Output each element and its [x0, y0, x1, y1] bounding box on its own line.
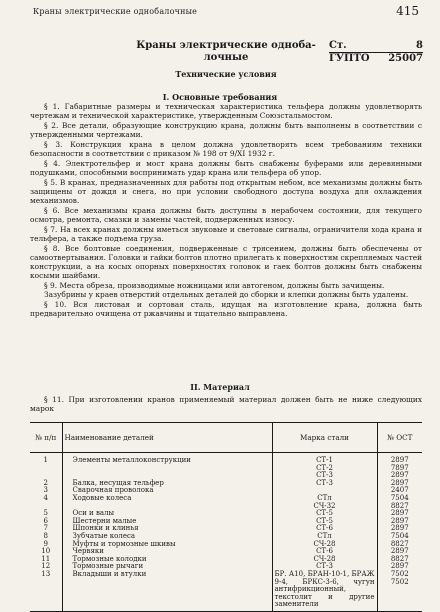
document-subtitle: Технические условия — [175, 69, 277, 79]
steel-grade-line: СТ-1 — [316, 456, 333, 464]
paragraph: § 10. Вся листовая и сортовая сталь, идущая на изготовление крана, должна быть предварительно очищена от ржавчины и тщательно выправлена. — [30, 300, 422, 319]
col-header-grade: Марка стали — [272, 423, 377, 453]
standard-org: ГУПТО — [329, 53, 370, 64]
page-number: 415 — [396, 4, 419, 18]
section-heading-requirements: I. Основные требования — [162, 92, 278, 102]
part-name-line: Шестерни малые — [72, 516, 137, 525]
steel-grade-line: СТ-3 — [316, 471, 333, 480]
steel-grade-line: СТ-6 — [316, 524, 333, 533]
part-name — [62, 453, 272, 480]
paragraph: § 4. Электротельфер и мост крана должны быть снабжены буферами или деревянными подушками, способными воспринимать удар крана или тельфера об упор. — [30, 158, 422, 177]
standard-label: Ст. — [329, 40, 347, 51]
ost-number-line: 2897 — [390, 471, 409, 480]
document-title-line2: лочные — [203, 52, 249, 63]
steel-grade-line: СТ-6 — [316, 547, 333, 556]
standard-number: 8 — [416, 40, 423, 51]
ost-number — [377, 453, 422, 480]
title-block — [133, 40, 423, 86]
part-name-line: Зубчатые колеса — [72, 531, 136, 540]
ost-number-line: 2897 — [390, 456, 409, 464]
steel-grade-line: СТ-3 — [316, 478, 333, 487]
steel-grade-line: СТ-2 — [316, 463, 333, 472]
part-name-line: Шпонки и клинья — [72, 524, 139, 533]
ost-number-line: 2897 — [390, 524, 409, 533]
part-name-line: Оси и валы — [72, 509, 115, 518]
steel-grade-line: СЧ-28 — [313, 539, 336, 548]
row-number-line: 6 — [43, 516, 48, 525]
ost-number-line: 2897 — [390, 547, 409, 556]
table-body — [30, 453, 422, 612]
steel-grade-line: СТ-5 — [316, 509, 333, 518]
ost-number-line: 8827 — [390, 554, 409, 563]
part-name-line: Ходовые колеса — [72, 493, 132, 502]
row-number-line: 4 — [43, 493, 48, 502]
col-header-name: Наименование деталей — [62, 423, 272, 453]
ost-number-line: 7502 — [390, 577, 409, 586]
paragraph: Зазубрины у краев отверстий отдельных деталей до сборки и клепки должны быть удалены. — [44, 290, 409, 300]
part-name-line: Вкладыши и втулки — [72, 569, 147, 578]
part-name-line: Балка, несущая тельфер — [72, 478, 164, 487]
paragraph: § 8. Все болтовые соединения, подверженные с трясением, должны быть обеспечены от самоотвертывания. Головки и гайки болтов плотно прилегать к поверхностям скрепляемых частей конструкции, а на косых опорных поверхностях головок и гаек болтов должны быть снабжены косыми шайбами. — [30, 243, 422, 280]
running-head — [33, 4, 419, 21]
ost-number-line: 8827 — [390, 501, 409, 510]
material-intro: § 11. При изготовлении кранов применяемый материал должен быть не ниже следующих марок — [30, 395, 422, 414]
row-number — [30, 571, 62, 611]
ost-number-line: 2897 — [390, 478, 409, 487]
part-name-line: Червяки — [72, 547, 104, 556]
steel-grade-line: СЧ-32 — [313, 501, 336, 510]
ost-number-line: 7502 — [390, 569, 409, 578]
paragraph: § 1. Габаритные размеры и техническая характеристика тельфера должны удовлетворять чертежам и технической характеристике, утвержденным Союзстальмостом. — [30, 102, 422, 121]
steel-grade — [272, 571, 377, 611]
requirements-text — [30, 102, 422, 319]
row-number-line: 13 — [41, 569, 51, 578]
paragraph: § 7. На всех кранах должны иметься звуковые и световые сигналы, ограничители хода крана и тельфера, а также подъема груза. — [30, 224, 422, 243]
steel-grade-line: СТ-5 — [316, 516, 333, 525]
ost-number-line: 7504 — [390, 493, 409, 502]
materials-table — [30, 422, 422, 612]
steel-grade-line: СТл — [317, 493, 332, 502]
steel-grade — [272, 495, 377, 510]
paragraph: § 6. Все механизмы крана должны быть доступны в нерабочем состоянии, для текущего осмотра, ремонта, смазки и замены частей, подверженных износу. — [30, 205, 422, 224]
part-name — [62, 495, 272, 510]
part-name-line: Муфты и тормозные шкивы — [72, 539, 176, 548]
steel-grade-line: СТл — [317, 531, 332, 540]
ost-number — [377, 495, 422, 510]
ost-number — [377, 571, 422, 611]
part-name-line: Элементы металлоконструкции — [72, 456, 191, 464]
ost-number-line: 8827 — [390, 539, 409, 548]
ost-number-line: 7504 — [390, 531, 409, 540]
document-title-line1: Краны электрические однoба- — [136, 40, 316, 51]
table-header-row — [30, 423, 422, 453]
col-header-num: № п/п — [30, 423, 62, 453]
paragraph: § 5. В кранах, предназначенных для работы под открытым небом, все механизмы должны быть защищены от дождя и снега, но при условии свободного доступа воздуха для охлаждения механизмов. — [30, 177, 422, 205]
paragraph: § 9. Места обреза, производимые ножницами или автогеном, должны быть зачищены. — [44, 280, 385, 290]
paragraph: § 2. Все детали, образующие конструкцию крана, должны быть выполнены в соответствии с утвержденными чертежами. — [30, 120, 422, 140]
standard-code — [329, 40, 423, 65]
ost-number-line: 2407 — [390, 486, 409, 495]
row-number-line: 10 — [41, 547, 51, 556]
table-row — [30, 571, 422, 611]
running-head-title: Краны электрические однобалочные — [33, 7, 198, 16]
section-heading-material: II. Материал — [190, 382, 250, 392]
row-number-line: 7 — [43, 524, 48, 533]
row-number-line: 1 — [43, 456, 48, 464]
row-number-line: 2 — [43, 478, 48, 487]
steel-grade-line: БР. А10, БРАН-10-1, БРАЖ 9-4, БРКС-3-6, чугун антифрикционный, текстолит и другие заменители — [274, 569, 375, 609]
part-name-line: Тормозные рычаги — [72, 562, 144, 571]
row-number-line: 12 — [41, 562, 51, 571]
table-row — [30, 453, 422, 480]
standard-code-number: 25007 — [388, 53, 423, 64]
row-number-line: 5 — [43, 509, 48, 518]
document-title — [133, 40, 319, 64]
steel-grade — [272, 453, 377, 480]
row-number — [30, 495, 62, 510]
row-number-line: 3 — [43, 486, 48, 495]
ost-number-line: 2897 — [390, 509, 409, 518]
ost-number-line: 7897 — [390, 463, 409, 472]
ost-number-line: 2897 — [390, 562, 409, 571]
row-number-line: 8 — [43, 531, 48, 540]
steel-grade-line: СЧ-28 — [313, 554, 336, 563]
row-number — [30, 453, 62, 480]
part-name-line: Сварочная проволока — [72, 486, 154, 495]
ost-number-line: 2897 — [390, 516, 409, 525]
col-header-ost: № ОСТ — [377, 423, 422, 453]
paragraph: § 3. Конструкция крана в целом должна удовлетворять всем требованиям техники безопасности в соответствии с приказом № 198 от 9/XI 1932 г. — [30, 139, 422, 158]
steel-grade-line: СТ-3 — [316, 562, 333, 571]
row-number-line: 9 — [43, 539, 48, 548]
part-name-line: Тормозные колодки — [72, 554, 147, 563]
part-name — [62, 571, 272, 611]
row-number-line: 11 — [41, 554, 51, 563]
table-row — [30, 495, 422, 510]
